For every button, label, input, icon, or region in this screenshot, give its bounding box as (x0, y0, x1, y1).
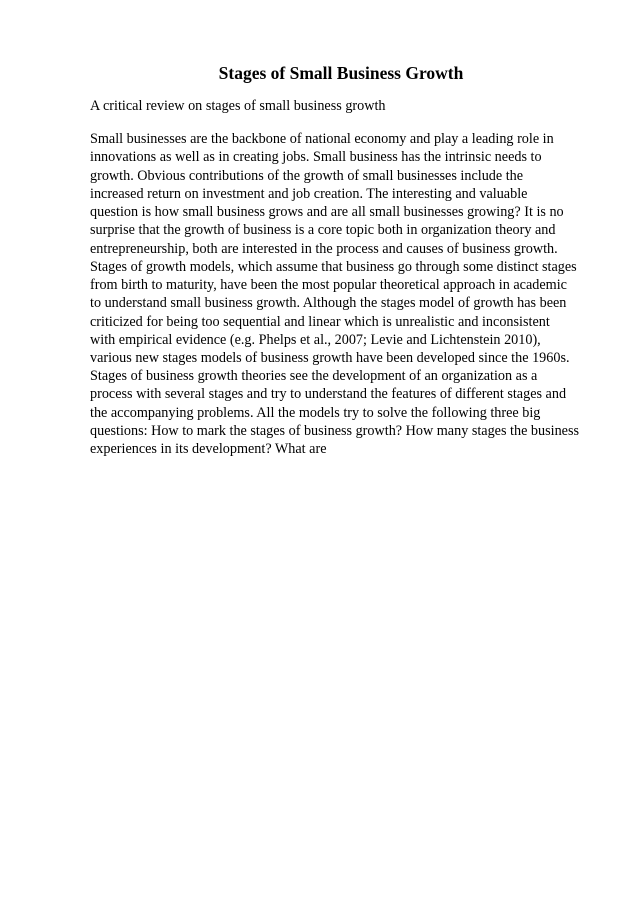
paragraph-line: criticized for being too sequential and linear which is unrealistic and inconsistent (90, 313, 550, 330)
paragraph-line: Stages of business growth theories see the development of an organization as a (90, 368, 538, 384)
paragraph-line: innovations as well as in creating jobs. Small business has the intrinsic needs to (90, 149, 542, 166)
paragraph-line: with empirical evidence (e.g. Phelps et al., 2007; Levie and Lichtenstein 2010), (90, 331, 541, 348)
paragraph-line: various new stages models of business growth have been developed since the 1960s. (90, 350, 570, 366)
paragraph-line: increased return on investment and job creation. The interesting and valuable (90, 185, 528, 202)
paragraph-line: Small businesses are the backbone of national economy and play a leading role in (90, 131, 554, 147)
paragraph-1 (90, 130, 600, 367)
paragraph-line: Stages of growth models, which assume that business go through some distinct stages (90, 258, 577, 275)
paragraph-line: question is how small business grows and are all small businesses growing? It is no (90, 204, 564, 220)
paragraph-line: process with several stages and try to understand the features of different stages and (90, 386, 567, 403)
paragraph-line: surprise that the growth of business is a core topic both in organization theory and (90, 222, 556, 239)
document-subtitle: A critical review on stages of small business growth (90, 98, 386, 114)
paragraph-line: to understand small business growth. Although the stages model of growth has been (90, 295, 567, 312)
paragraph-line: from birth to maturity, have been the most popular theoretical approach in academic (90, 277, 567, 293)
paragraph-line: growth. Obvious contributions of the growth of small businesses include the (90, 167, 524, 184)
paragraph-line: questions: How to mark the stages of business growth? How many stages the business (90, 422, 580, 439)
document-title: Stages of Small Business Growth (218, 63, 464, 83)
paragraph-2 (90, 367, 600, 458)
paragraph-line: experiences in its development? What are (90, 441, 327, 457)
paragraph-line: the accompanying problems. All the models try to solve the following three big (90, 404, 541, 421)
paragraph-line: entrepreneurship, both are interested in the process and causes of business growth. (90, 240, 558, 257)
